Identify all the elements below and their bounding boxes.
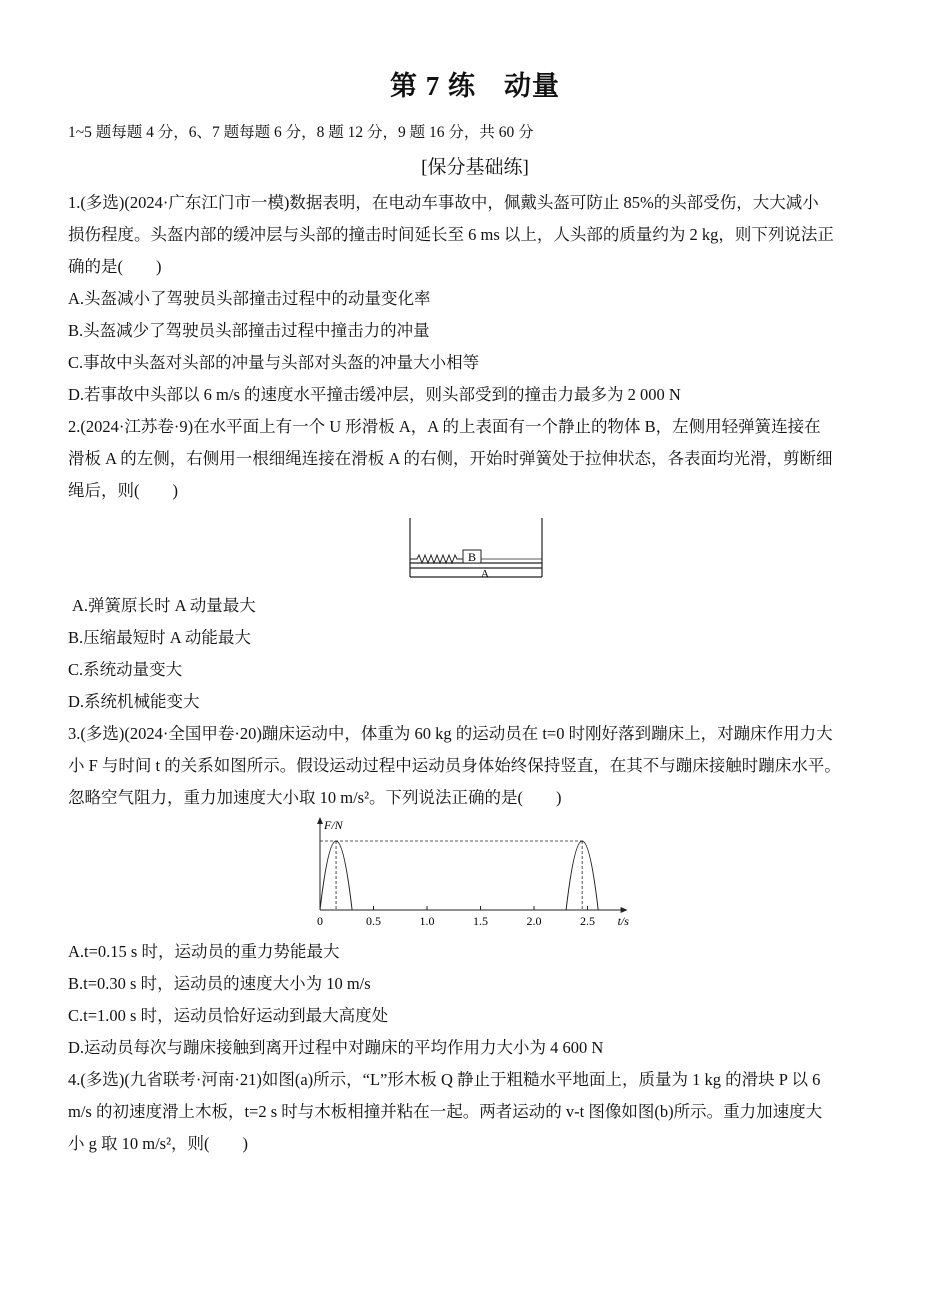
board-a-label: A xyxy=(481,568,489,580)
q4-line: 小 g 取 10 m/s²，则( ) xyxy=(68,1134,249,1153)
block-b-label: B xyxy=(467,550,477,564)
q1-option-b: B.头盔减少了驾驶员头部撞击过程中撞击力的冲量 xyxy=(68,321,430,340)
q2-option-b: B.压缩最短时 A 动能最大 xyxy=(68,628,251,647)
spring xyxy=(410,555,463,563)
q2-figure-u-board xyxy=(405,515,547,585)
q2-line: 2.(2024·江苏卷·9)在水平面上有一个 U 形滑板 A，A 的上表面有一个静止的物体 B，左侧用轻弹簧连接在 xyxy=(68,417,821,436)
q2-option-c: C.系统动量变大 xyxy=(68,660,183,679)
x-tick-label: 1.5 xyxy=(473,914,488,928)
x-tick-label: 2.0 xyxy=(526,914,542,928)
y-axis-label: F/N xyxy=(324,818,343,832)
q1-line: 损伤程度。头盔内部的缓冲层与头部的撞击时间延长至 6 ms 以上，人头部的质量约为 2 kg，则下列说法正 xyxy=(68,225,834,244)
q3-option-d: D.运动员每次与蹦床接触到离开过程中对蹦床的平均作用力大小为 4 600 N xyxy=(68,1038,604,1057)
q1-option-d: D.若事故中头部以 6 m/s 的速度水平撞击缓冲层，则头部受到的撞击力最多为 2 000 N xyxy=(68,385,681,404)
q1-option-a: A.头盔减小了驾驶员头部撞击过程中的动量变化率 xyxy=(68,289,431,308)
q1-option-c: C.事故中头盔对头部的冲量与头部对头盔的冲量大小相等 xyxy=(68,353,480,372)
q2-option-a: A.弹簧原长时 A 动量最大 xyxy=(72,596,256,615)
page-title: 第 7 练 动量 xyxy=(390,71,560,101)
q2-line: 绳后，则( ) xyxy=(68,481,178,500)
x-axis-arrow xyxy=(621,907,628,913)
section-heading: [保分基础练] xyxy=(421,157,529,178)
q3-option-a: A.t=0.15 s 时，运动员的重力势能最大 xyxy=(68,942,340,961)
x-tick-label: 2.5 xyxy=(580,914,595,928)
q3-option-c: C.t=1.00 s 时，运动员恰好运动到最大高度处 xyxy=(68,1006,389,1025)
origin-label: 0 xyxy=(317,914,323,928)
q3-force-time-chart xyxy=(308,816,638,932)
y-axis-arrow xyxy=(317,817,323,824)
x-axis-label: t/s xyxy=(617,914,629,928)
q1-stem xyxy=(68,187,884,283)
q1-line: 确的是( ) xyxy=(68,257,162,276)
q4-line: m/s 的初速度滑上木板，t=2 s 时与木板相撞并粘在一起。两者运动的 v-t 图像如图(b)所示。重力加速度大 xyxy=(68,1102,823,1121)
q3-line: 小 F 与时间 t 的关系如图所示。假设运动过程中运动员身体始终保持竖直，在其不与蹦床接触时蹦床水平。 xyxy=(68,756,841,775)
q3-stem xyxy=(68,718,884,814)
q2-line: 滑板 A 的左侧，右侧用一根细绳连接在滑板 A 的右侧，开始时弹簧处于拉伸状态，各表面均光滑，剪断细 xyxy=(68,449,833,468)
q3-line: 忽略空气阻力，重力加速度大小取 10 m/s²。下列说法正确的是( ) xyxy=(68,788,562,807)
x-tick-label: 1.0 xyxy=(419,914,435,928)
x-tick-label: 0.5 xyxy=(366,914,381,928)
score-note: 1~5 题每题 4 分，6、7 题每题 6 分，8 题 12 分，9 题 16 分，共 60 分 xyxy=(68,124,534,141)
q2-option-d: D.系统机械能变大 xyxy=(68,692,200,711)
q3-line: 3.(多选)(2024·全国甲卷·20)蹦床运动中，体重为 60 kg 的运动员在 t=0 时刚好落到蹦床上，对蹦床作用力大 xyxy=(68,724,833,743)
q3-option-b: B.t=0.30 s 时，运动员的速度大小为 10 m/s xyxy=(68,974,371,993)
q2-stem xyxy=(68,411,884,507)
q4-line: 4.(多选)(九省联考·河南·21)如图(a)所示，“L”形木板 Q 静止于粗糙水平地面上，质量为 1 kg 的滑块 P 以 6 xyxy=(68,1070,821,1089)
q4-stem xyxy=(68,1064,884,1160)
q1-line: 1.(多选)(2024·广东江门市一模)数据表明，在电动车事故中，佩戴头盔可防止 85%的头部受伤，大大减小 xyxy=(68,193,819,212)
